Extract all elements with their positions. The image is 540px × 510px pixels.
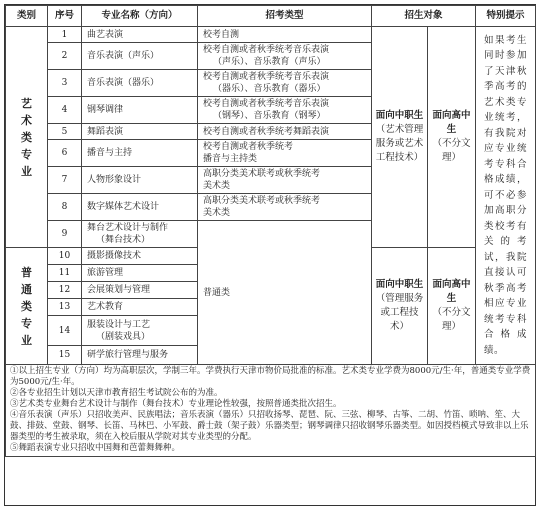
exam-line: 校考自测	[203, 29, 240, 40]
category-general-label: 普 通 类 专 业	[21, 265, 32, 347]
exam-line: 高职分类美术联考或秋季统考	[203, 196, 321, 206]
major-name	[82, 282, 198, 299]
row-num: 4	[48, 97, 82, 124]
note-item: ③艺术类专业舞台艺术设计与制作（舞台技术）专业理论性较强，按照普通类批次招生。	[10, 399, 342, 409]
major-line: 播音与主持	[87, 148, 133, 158]
target-title: 面向中职生	[375, 110, 424, 121]
major-line: （剧装戏具）	[96, 331, 151, 342]
major-name	[82, 43, 198, 70]
major-name	[82, 124, 198, 140]
general-exam-type: 普通类	[198, 221, 372, 365]
major-name	[82, 194, 198, 221]
major-line: 数字媒体艺术设计	[87, 202, 160, 212]
major-name	[82, 265, 198, 282]
row-num: 5	[48, 124, 82, 140]
notes-row	[6, 365, 536, 457]
exam-type	[198, 43, 372, 70]
category-general	[6, 248, 48, 365]
major-line: 会展策划与管理	[87, 285, 151, 295]
row-num: 14	[48, 316, 82, 346]
major-name	[82, 299, 198, 316]
row-num: 8	[48, 194, 82, 221]
exam-type	[198, 194, 372, 221]
major-name	[82, 27, 198, 43]
table-row	[6, 27, 536, 43]
major-line: 旅游管理	[87, 268, 124, 278]
exam-line: 校考自测或者秋季统考音乐表演	[203, 99, 330, 109]
header-row	[6, 6, 536, 27]
general-vocational-target	[372, 248, 428, 365]
major-line: 摄影摄像技术	[87, 251, 142, 261]
exam-line: （钢琴）、音乐教育（钢琴）	[213, 111, 326, 121]
row-num: 12	[48, 282, 82, 299]
major-line: 人物形象设计	[87, 175, 142, 185]
row-num: 7	[48, 167, 82, 194]
art-vocational-target	[372, 27, 428, 248]
header-target: 招生对象	[372, 6, 476, 27]
major-name	[82, 140, 198, 167]
art-highschool-target	[428, 27, 476, 248]
row-num: 9	[48, 221, 82, 248]
exam-line: 校考自测或者秋季统考音乐表演	[203, 72, 330, 82]
major-line: 舞台艺术设计与制作	[87, 223, 169, 233]
exam-type	[198, 167, 372, 194]
enrollment-table-page	[4, 4, 536, 506]
note-item: ⑤舞蹈表演专业只招收中国舞和芭蕾舞舞种。	[10, 443, 181, 453]
exam-line: 校考自测或者秋季统考舞蹈表演	[203, 126, 330, 137]
major-line: 研学旅行管理与服务	[87, 350, 169, 360]
row-num: 6	[48, 140, 82, 167]
row-num: 13	[48, 299, 82, 316]
major-line: （舞台技术）	[96, 235, 151, 245]
major-name	[82, 248, 198, 265]
major-name	[82, 97, 198, 124]
exam-line: 校考自测或者秋季统考	[203, 142, 294, 152]
exam-line: 播音与主持类	[203, 154, 258, 164]
exam-type	[198, 70, 372, 97]
major-name	[82, 346, 198, 365]
exam-type	[198, 140, 372, 167]
major-name	[82, 221, 198, 248]
major-line: 音乐表演（器乐）	[87, 78, 160, 88]
exam-type	[198, 27, 372, 43]
exam-line: 美术类	[203, 208, 231, 218]
exam-line: 美术类	[203, 181, 231, 191]
general-highschool-target	[428, 248, 476, 365]
target-sub: （管理服务或工程技术）	[375, 293, 424, 332]
header-major: 专业名称（方向）	[82, 6, 198, 27]
row-num: 2	[48, 43, 82, 70]
exam-line: 校考自测或者秋季统考音乐表演	[203, 45, 330, 55]
exam-type	[198, 124, 372, 140]
major-line: 服装设计与工艺	[87, 319, 151, 330]
major-name	[82, 167, 198, 194]
header-category: 类别	[6, 6, 48, 27]
major-line: 舞蹈表演	[87, 126, 124, 137]
exam-type	[198, 97, 372, 124]
exam-line: 高职分类美术联考或秋季统考	[203, 169, 321, 179]
notes	[6, 365, 536, 457]
target-title: 面向高中生	[432, 279, 471, 304]
category-art	[6, 27, 48, 248]
major-name	[82, 316, 198, 346]
row-num: 1	[48, 27, 82, 43]
note-item: ④音乐表演（声乐）只招收美声、民族唱法；音乐表演（器乐）只招收扬琴、琵琶、阮、三弦、柳琴、古筝、二胡、竹笛、唢呐、笙、大鼓、排鼓、堂鼓、钢琴、长笛、马林巴、小军鼓、爵士鼓（架子鼓）乐器类型；钢琴调律只招收钢琴乐器类型。如因授档模式导致非以上乐器类型的考生被录取，须在入校后服从学院对其专业类型的分配。	[10, 410, 529, 442]
target-sub: （艺术管理服务或艺术工程技术）	[375, 124, 424, 163]
note-item: ②各专业招生计划以天津市教育招生考试院公布的为准。	[10, 388, 223, 398]
target-sub: （不分文理）	[432, 138, 471, 163]
major-line: 音乐表演（声乐）	[87, 51, 160, 61]
row-num: 15	[48, 346, 82, 365]
enrollment-table	[5, 5, 536, 457]
header-exam-type: 招考类型	[198, 6, 372, 27]
target-title: 面向中职生	[375, 279, 424, 290]
note-item: ①以上招生专业（方向）均为高职层次，学制三年。学费执行天津市物价局批准的标准。艺术类专业学费为8000元/生·年，普通类专业学费为5000元/生·年。	[10, 366, 531, 387]
special-tips: 如果考生同时参加了天津秋季高考的艺术类专业统考，有我院对应专业统考专科合格成绩，可不必参加高职分类校考有关的考试，我院直接认可秋季高考相应专业统考专科合格成绩。	[476, 27, 536, 365]
major-line: 钢琴调律	[87, 105, 124, 115]
target-sub: （不分文理）	[432, 307, 471, 332]
header-seq: 序号	[48, 6, 82, 27]
exam-line: （器乐）、音乐教育（器乐）	[213, 84, 326, 94]
exam-line: （声乐）、音乐教育（声乐）	[213, 57, 326, 67]
row-num: 3	[48, 70, 82, 97]
target-title: 面向高中生	[432, 110, 471, 135]
major-name	[82, 70, 198, 97]
row-num: 11	[48, 265, 82, 282]
row-num: 10	[48, 248, 82, 265]
header-tips: 特别提示	[476, 6, 536, 27]
category-art-label: 艺 术 类 专 业	[21, 96, 32, 178]
major-line: 艺术教育	[87, 302, 124, 312]
major-line: 曲艺表演	[87, 29, 124, 40]
